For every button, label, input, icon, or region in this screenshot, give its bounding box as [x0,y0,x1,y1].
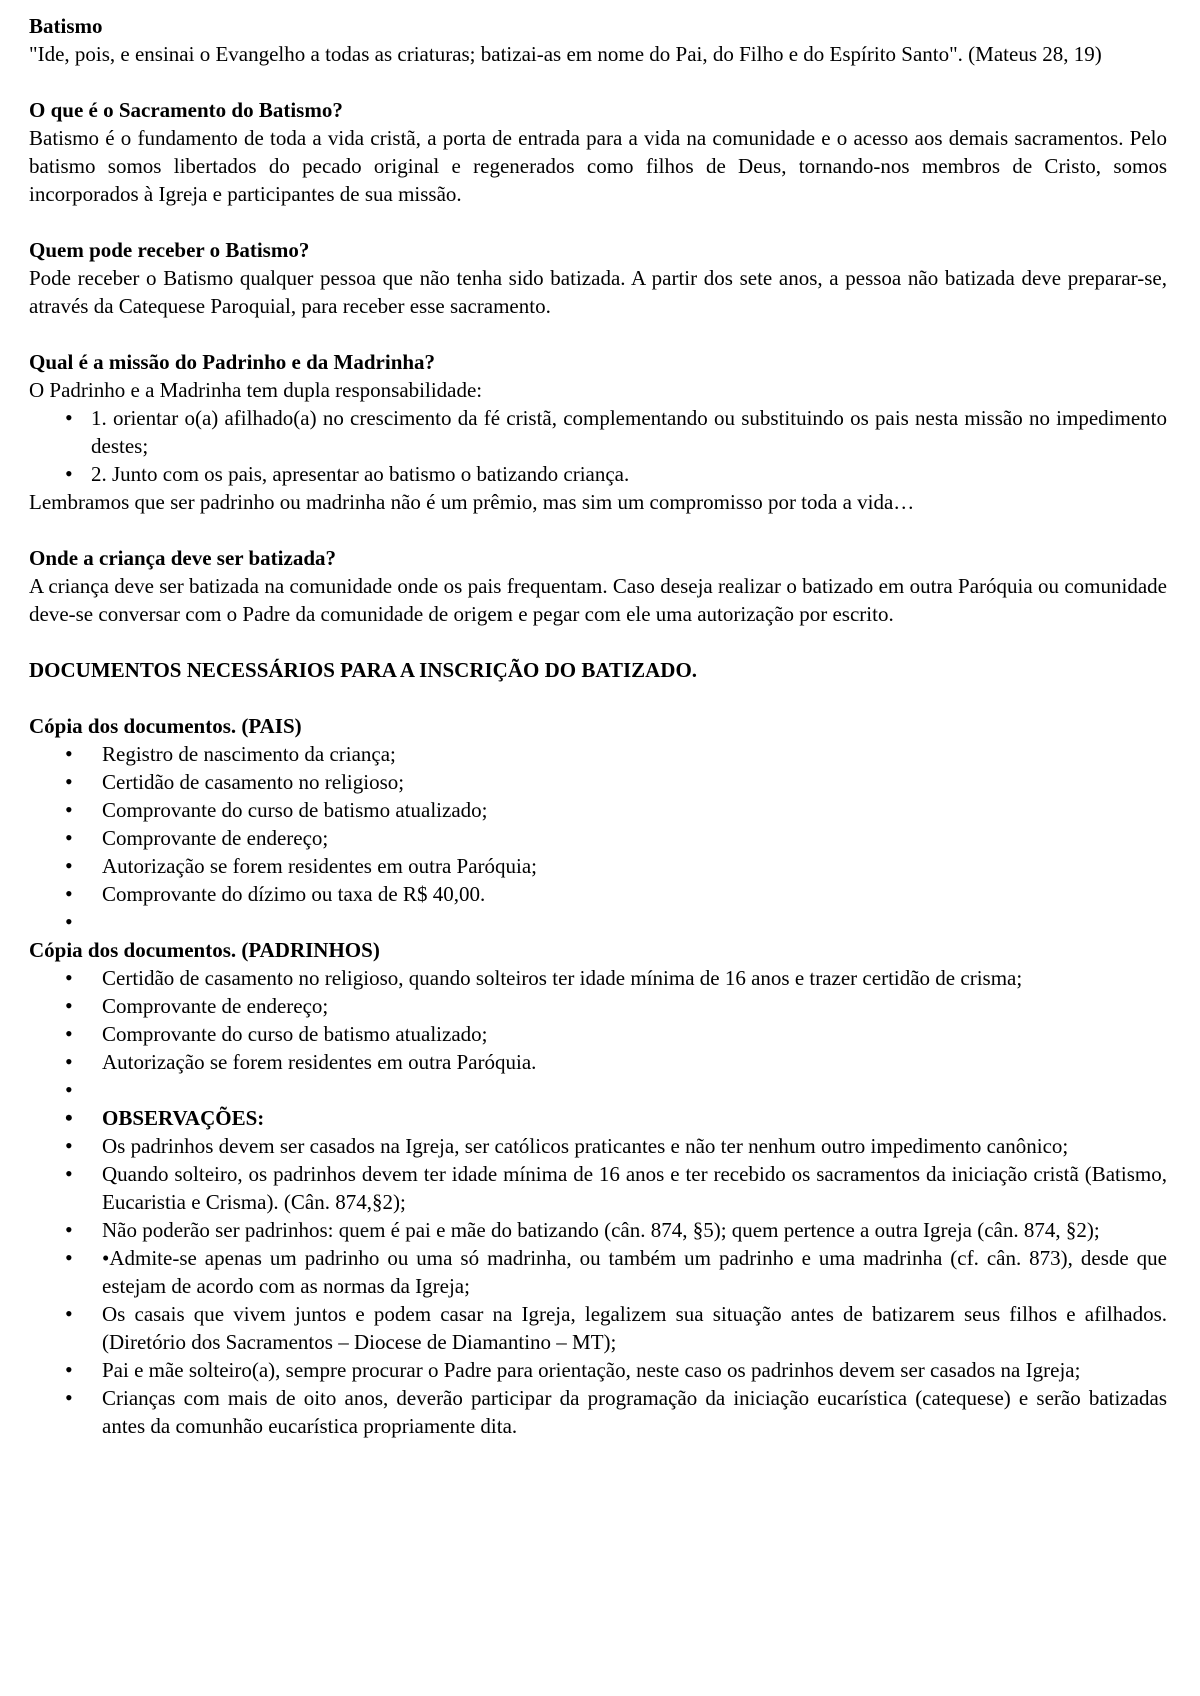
observacao-item: • Os padrinhos devem ser casados na Igreja, ser católicos praticantes e não ter nenhum outro impedimento canônico; [29,1132,1167,1160]
list-item-empty [29,1076,1167,1104]
list-item: • Registro de nascimento da criança; [29,740,1167,768]
pais-documents-list [29,740,1167,936]
paragraph-quem: Pode receber o Batismo qualquer pessoa que não tenha sido batizada. A partir dos sete anos, a pessoa não batizada deve preparar-se, através da Catequese Paroquial, para receber esse sacramento. [29,266,1167,318]
section-title-batismo: Batismo [29,14,103,38]
list-item: • Certidão de casamento no religioso; [29,768,1167,796]
spacer [29,208,1167,236]
list-item: • Autorização se forem residentes em outra Paróquia. [29,1048,1167,1076]
heading-missao: Qual é a missão do Padrinho e da Madrinha? [29,350,436,374]
list-item: • Autorização se forem residentes em outra Paróquia; [29,852,1167,880]
padrinhos-documents-list [29,964,1167,1440]
heading-padrinhos: Cópia dos documentos. (PADRINHOS) [29,938,380,962]
heading-quem: Quem pode receber o Batismo? [29,238,310,262]
observacao-item: • Não poderão ser padrinhos: quem é pai e mãe do batizando (cân. 874, §5); quem pertence a outra Igreja (cân. 874, §2); [29,1216,1167,1244]
heading-onde: Onde a criança deve ser batizada? [29,546,337,570]
paragraph-onde: A criança deve ser batizada na comunidade onde os pais frequentam. Caso deseja realizar o batizado em outra Paróquia ou comunidade deve-se conversar com o Padre da comunidade de origem e pegar com ele uma autorização por escrito. [29,574,1167,626]
spacer [29,68,1167,96]
list-item: • Comprovante de endereço; [29,992,1167,1020]
observacao-item: • •Admite-se apenas um padrinho ou uma só madrinha, ou também um padrinho e uma madrinha (cf. cân. 873), desde que estejam de acordo com as normas da Igreja; [29,1244,1167,1300]
paragraph-sacramento: Batismo é o fundamento de toda a vida cristã, a porta de entrada para a vida na comunidade e o acesso aos demais sacramentos. Pelo batismo somos libertados do pecado original e regenerados como filhos de Deus, tornando-nos membros de Cristo, somos incorporados à Igreja e participantes de sua missão. [29,126,1167,206]
spacer [29,684,1167,712]
heading-pais: Cópia dos documentos. (PAIS) [29,714,302,738]
list-item-empty [29,908,1167,936]
observacao-item: • Quando solteiro, os padrinhos devem ter idade mínima de 16 anos e ter recebido os sacramentos da iniciação cristã (Batismo, Eucaristia e Crisma). (Cân. 874,§2); [29,1160,1167,1216]
observacao-item: • Crianças com mais de oito anos, deverão participar da programação da iniciação eucarística (catequese) e serão batizadas antes da comunhão eucarística propriamente dita. [29,1384,1167,1440]
missao-list [29,404,1167,488]
spacer [29,628,1167,656]
list-item: • Comprovante do curso de batismo atualizado; [29,796,1167,824]
observacao-item: • Os casais que vivem juntos e podem casar na Igreja, legalizem sua situação antes de batizarem seus filhos e afilhados. (Diretório dos Sacramentos – Diocese de Diamantino – MT); [29,1300,1167,1356]
list-item: • Comprovante do curso de batismo atualizado; [29,1020,1167,1048]
paragraph-missao-closing: Lembramos que ser padrinho ou madrinha não é um prêmio, mas sim um compromisso por toda a vida… [29,490,915,514]
paragraph-missao-intro: O Padrinho e a Madrinha tem dupla responsabilidade: [29,378,483,402]
list-item: • 1. orientar o(a) afilhado(a) no crescimento da fé cristã, complementando ou substituindo os pais nesta missão no impedimento destes; [29,404,1167,460]
observacoes-label: • OBSERVAÇÕES: [29,1104,1167,1132]
heading-documentos: DOCUMENTOS NECESSÁRIOS PARA A INSCRIÇÃO DO BATIZADO. [29,658,698,682]
heading-sacramento: O que é o Sacramento do Batismo? [29,98,343,122]
spacer [29,516,1167,544]
list-item: • Comprovante de endereço; [29,824,1167,852]
list-item: • Comprovante do dízimo ou taxa de R$ 40,00. [29,880,1167,908]
list-item: • 2. Junto com os pais, apresentar ao batismo o batizando criança. [29,460,1167,488]
observacao-item: • Pai e mãe solteiro(a), sempre procurar o Padre para orientação, neste caso os padrinhos devem ser casados na Igreja; [29,1356,1167,1384]
list-item: • Certidão de casamento no religioso, quando solteiros ter idade mínima de 16 anos e trazer certidão de crisma; [29,964,1167,992]
spacer [29,320,1167,348]
bible-quote: "Ide, pois, e ensinai o Evangelho a todas as criaturas; batizai-as em nome do Pai, do Filho e do Espírito Santo". (Mateus 28, 19) [29,42,1102,66]
